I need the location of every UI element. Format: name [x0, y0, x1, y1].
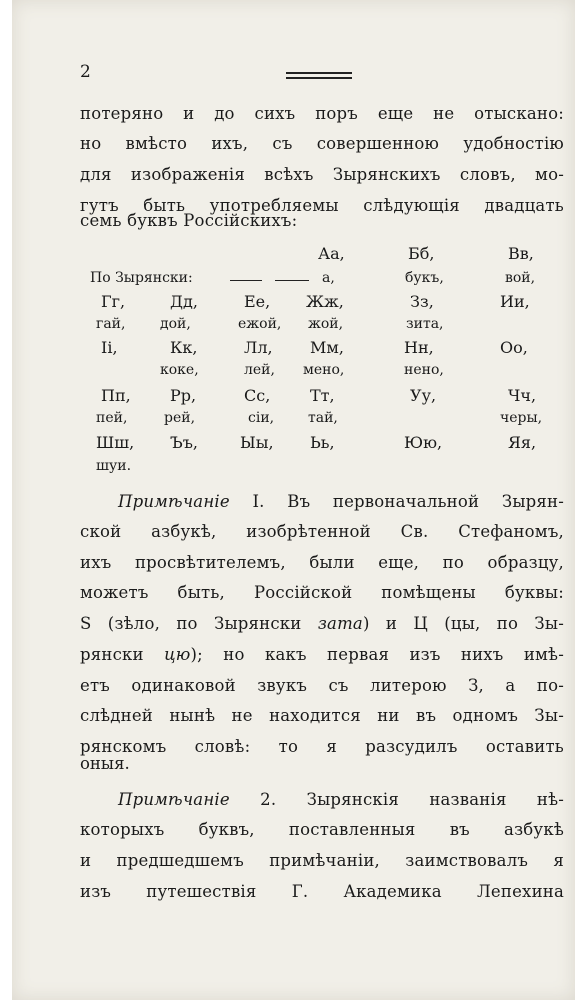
alphabet-letter: Сс,	[244, 386, 271, 405]
alphabet-label: По Зырянски:	[90, 270, 193, 286]
alphabet-letter: Пп,	[101, 386, 131, 405]
note-line: ской азбукѣ, изобрѣтенной Св. Стефаномъ,	[80, 522, 564, 541]
note-line: изъ путешествія Г. Академика Лепехина	[80, 882, 564, 901]
alphabet-letter: Вв,	[508, 244, 534, 263]
dash	[275, 280, 309, 281]
note-line: ихъ просвѣтителемъ, были еще, по образцу,	[80, 553, 564, 572]
header-rule-bottom	[286, 77, 352, 79]
alphabet-name: гай,	[96, 316, 126, 332]
alphabet-name: рей,	[164, 410, 196, 426]
note-label: Примѣчаніе	[118, 492, 230, 511]
note-line: рянски цю); но какъ первая изъ нихъ имѣ-	[80, 645, 564, 664]
alphabet-name: лей,	[244, 362, 275, 378]
body-line: гутъ быть употребляемы слѣдующія двадцать	[80, 196, 564, 215]
alphabet-name: тай,	[308, 410, 338, 426]
alphabet-name: мено,	[303, 362, 345, 378]
alphabet-letter: Ьь,	[310, 433, 335, 452]
note-line: Примѣчаніе I. Въ первоначальной Зырян-	[118, 492, 564, 511]
alphabet-name: вой,	[505, 270, 536, 286]
alphabet-letter: Жж,	[306, 292, 344, 311]
body-line: но вмѣсто ихъ, съ совершенною удобностію	[80, 134, 564, 153]
alphabet-name: черы,	[500, 410, 543, 426]
alphabet-name: нено,	[404, 362, 444, 378]
alphabet-name: коке,	[160, 362, 199, 378]
alphabet-letter: Нн,	[404, 338, 434, 357]
alphabet-name: дой,	[160, 316, 191, 332]
note-label: Примѣчаніе	[118, 790, 230, 809]
body-line: для изображенія всѣхъ Зырянскихъ словъ, мо-	[80, 165, 564, 184]
note-line: Примѣчаніе 2. Зырянскія названія нѣ-	[118, 790, 564, 809]
alphabet-letter: Зз,	[410, 292, 434, 311]
alphabet-letter: Мм,	[310, 338, 344, 357]
alphabet-letter: Лл,	[244, 338, 273, 357]
dash	[230, 280, 262, 281]
alphabet-letter: Ыы,	[240, 433, 274, 452]
page-number: 2	[80, 62, 91, 82]
alphabet-letter: Ее,	[244, 292, 271, 311]
alphabet-name: а,	[322, 270, 335, 286]
note-line: можетъ быть, Россійской помѣщены буквы:	[80, 583, 564, 602]
header-rule-top	[286, 72, 352, 74]
alphabet-name: жой,	[308, 316, 344, 332]
alphabet-letter: Юю,	[404, 433, 443, 452]
alphabet-letter: Оо,	[500, 338, 528, 357]
note-line: етъ одинаковой звукъ съ литерою З, а по-	[80, 676, 564, 695]
alphabet-letter: Кк,	[170, 338, 198, 357]
alphabet-letter: Яя,	[508, 433, 537, 452]
alphabet-letter: Іі,	[101, 338, 118, 357]
alphabet-letter: Бб,	[408, 244, 435, 263]
alphabet-name: зита,	[406, 316, 444, 332]
body-line: потеряно и до сихъ поръ еще не отыскано:	[80, 104, 564, 123]
alphabet-name: пей,	[96, 410, 128, 426]
note-line: и предшедшемъ примѣчаніи, заимствовалъ я	[80, 851, 564, 870]
alphabet-letter: Уу,	[410, 386, 437, 405]
alphabet-letter: Ъъ,	[170, 433, 198, 452]
alphabet-letter: Тт,	[310, 386, 335, 405]
alphabet-letter: Ии,	[500, 292, 530, 311]
note-line: слѣдней нынѣ не находится ни въ одномъ Зы-	[80, 706, 564, 725]
alphabet-letter: Аа,	[318, 244, 345, 263]
alphabet-letter: Чч,	[508, 386, 537, 405]
note-line: которыхъ буквъ, поставленныя въ азбукѣ	[80, 820, 564, 839]
alphabet-letter: Гг,	[101, 292, 126, 311]
alphabet-name: сіи,	[248, 410, 275, 426]
alphabet-name: ежой,	[238, 316, 282, 332]
note-line: Ѕ (зѣло, по Зырянски зата) и Ц (цы, по Зы-	[80, 614, 565, 633]
alphabet-letter: Дд,	[170, 292, 198, 311]
alphabet-name: шуи.	[96, 458, 132, 474]
alphabet-name: букъ,	[405, 270, 444, 286]
note-line: оныя.	[80, 754, 130, 773]
body-line: семь буквъ Россійскихъ:	[80, 211, 298, 230]
note-line: рянскомъ словѣ: то я разсудилъ оставить	[80, 737, 564, 756]
alphabet-letter: Рр,	[170, 386, 197, 405]
alphabet-letter: Шш,	[96, 433, 135, 452]
